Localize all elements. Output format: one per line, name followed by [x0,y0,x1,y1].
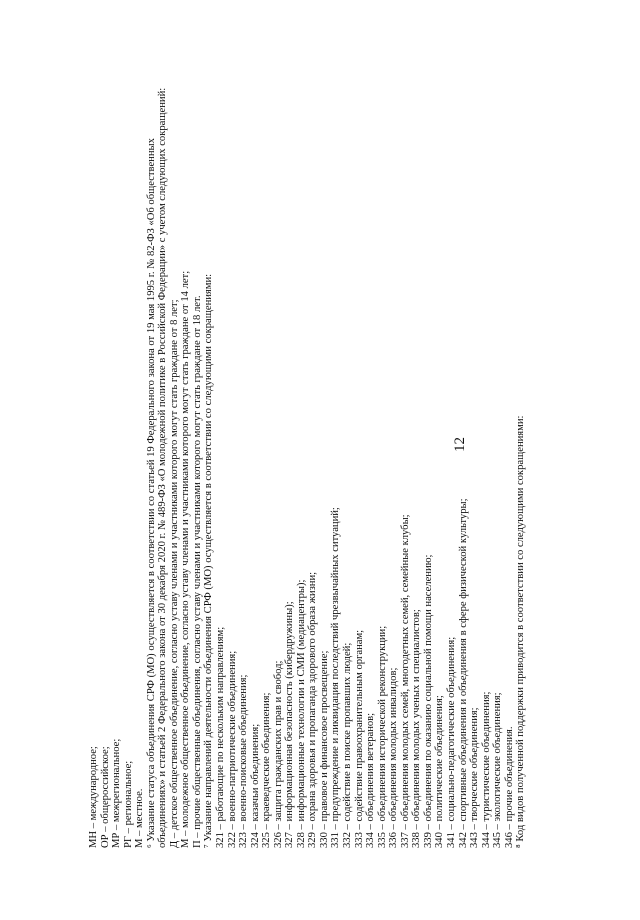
text-line: ОР – общероссийское; [99,746,111,848]
list-item: 336 – объединения молодых инвалидов; [388,667,400,848]
list-item: 322 – военно-патриотические объединения; [226,650,238,848]
list-item: 344 – туристические объединения; [480,691,492,848]
list-item: 335 – объединения исторической реконструкции; [376,625,388,848]
text-line: МР – межрегиональное; [111,738,123,848]
list-item: 325 – краеведческие объединения; [261,692,273,848]
footnote-7: ⁷ Указание направлений деятельности объединения СРФ (МО) осуществляется в соответствии со следующими сокращениями: [203,273,215,848]
page-body [88,58,527,848]
text-line: МН – международное; [88,746,99,848]
list-item: 334 – объединения ветеранов; [365,712,377,848]
text-line: Д – детское общественное объединение, согласно уставу членами и участниками которого могут стать граждане от 8 лет; [168,299,180,848]
list-item: 345 – экологические объединения; [492,692,504,848]
text-line: М – молодежное общественное объединение, согласно уставу членами и участниками которого могут стать граждане от 14 лет; [180,270,192,848]
list-item: 333 – содействие правоохранительным органам; [353,629,365,848]
text-line: РГ – региональное; [122,760,134,848]
list-item: 338 – объединения молодых ученых и специалистов; [411,609,423,848]
list-item: 330 – правовое и финансовое просвещение; [318,650,330,848]
list-item: 321 – работающие по нескольким направлениям; [215,626,227,848]
list-item: 329 – охрана здоровья и пропаганда здорового образа жизни; [307,571,319,848]
list-item: 324 – казачьи объединения; [249,723,261,848]
list-item: 340 – политические объединения; [434,695,446,848]
footnote-6: ⁶ Указание статуса объединения СРФ (МО) осуществляется в соответствии со статьей 19 Федерального закона от 19 мая 1995 г. № 82-ФЗ «Об общественных [145,138,157,848]
list-item: 342 – спортивные объединения и объединения в сфере физической культуры; [457,498,469,848]
list-item: 323 – военно-поисковые объединения; [238,674,250,848]
footnote-8: ⁸ Код видов полученной поддержки приводится в соответствии со следующими сокращениями: [515,415,527,848]
list-item: 332 – содействие в поиске пропавших людей; [342,642,354,848]
text-line: объединениях» и статьей 2 Федерального закона от 30 декабря 2020 г. № 489-ФЗ «О молодежной политике в Российской Федерации» с учетом следующих сокращений: [157,87,169,848]
list-item: 339 – объединения по оказанию социальной помощи населению; [422,554,434,848]
text-line: П – прочие общественные объединения, согласно уставу членами и участниками которого могут стать граждане от 18 лет. [191,295,203,848]
text-line: М – местное. [134,788,146,848]
list-item: 326 – защита гражданских прав и свобод; [272,660,284,848]
list-item: 346 – прочие объединения. [503,726,515,848]
list-item: 337 – объединения молодых семей, многодетных семей, семейные клубы; [399,514,411,848]
list-item: 343 – творческие объединения; [469,707,481,848]
list-item: 331 – предупреждение и ликвидация последствий чрезвычайных ситуаций; [330,507,342,848]
list-item: 328 – информационные технологии и СМИ (медиацентры); [295,579,307,848]
list-item: 327 – информационная безопасность (кибердружины); [284,601,296,848]
list-item: 341 – социально-педагогические объединения; [445,636,457,848]
page-number: 12 [452,437,468,452]
